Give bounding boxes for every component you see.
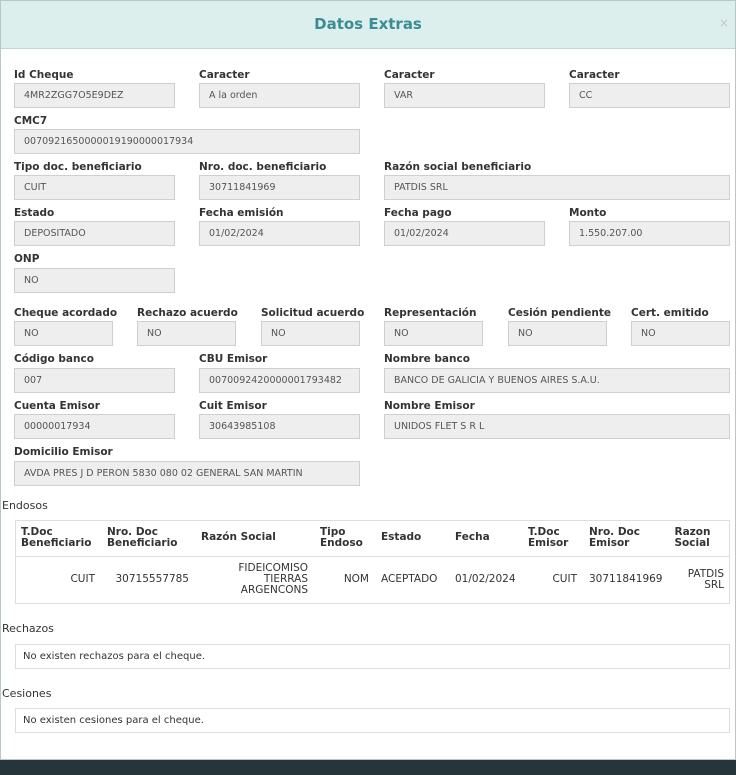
nro-doc-beneficiario-label: Nro. doc. beneficiario xyxy=(199,161,327,173)
codigo-banco-label: Código banco xyxy=(14,353,94,365)
col-nro-doc-emisor: Nro. Doc Emisor xyxy=(583,520,669,556)
cesiones-title: Cesiones xyxy=(2,687,52,700)
solicitud-acuerdo-field[interactable]: NO xyxy=(261,321,360,346)
cesion-pendiente-field[interactable]: NO xyxy=(508,321,607,346)
domicilio-emisor-field[interactable]: AVDA PRES J D PERON 5830 080 02 GENERAL SAN MARTIN xyxy=(14,461,360,486)
cuenta-emisor-label: Cuenta Emisor xyxy=(14,400,100,412)
cell-nro-doc-emisor: 30711841969 xyxy=(589,573,663,586)
fecha-emision-field[interactable]: 01/02/2024 xyxy=(199,221,360,246)
cell-razon-social-emisor: PATDIS SRL xyxy=(687,567,724,591)
col-nro-doc-beneficiario: Nro. Doc Beneficiario xyxy=(101,520,195,556)
bottom-bar xyxy=(0,760,736,775)
table-row xyxy=(15,556,730,603)
nombre-emisor-label: Nombre Emisor xyxy=(384,400,475,412)
nro-doc-beneficiario-field[interactable]: 30711841969 xyxy=(199,175,360,200)
fecha-emision-label: Fecha emisión xyxy=(199,207,284,219)
col-fecha: Fecha xyxy=(449,520,522,556)
caracter-label-2: Caracter xyxy=(384,69,435,81)
estado-label: Estado xyxy=(14,207,55,219)
razon-social-beneficiario-field[interactable]: PATDIS SRL xyxy=(384,175,730,200)
rechazo-acuerdo-label: Rechazo acuerdo xyxy=(137,307,238,319)
cuit-emisor-field[interactable]: 30643985108 xyxy=(199,414,360,439)
modal-title: Datos Extras xyxy=(314,15,422,33)
endosos-title: Endosos xyxy=(2,499,48,512)
cheque-acordado-field[interactable]: NO xyxy=(14,321,113,346)
col-razon-social: Razón Social xyxy=(195,520,314,556)
cesion-pendiente-label: Cesión pendiente xyxy=(508,307,611,319)
cell-estado: ACEPTADO xyxy=(381,573,438,586)
endosos-table xyxy=(15,520,730,603)
cmc7-field[interactable]: 0070921650000019190000017934 xyxy=(14,129,360,154)
tipo-doc-beneficiario-field[interactable]: CUIT xyxy=(14,175,175,200)
caracter-field-1[interactable]: A la orden xyxy=(199,83,360,108)
rechazo-acuerdo-field[interactable]: NO xyxy=(137,321,236,346)
caracter-label-3: Caracter xyxy=(569,69,620,81)
cell-tipo-endoso: NOM xyxy=(343,573,369,586)
modal-header xyxy=(1,1,735,49)
monto-field[interactable]: 1.550.207.00 xyxy=(569,221,730,246)
cesiones-message: No existen cesiones para el cheque. xyxy=(15,708,730,733)
estado-field[interactable]: DEPOSITADO xyxy=(14,221,175,246)
onp-field[interactable]: NO xyxy=(14,268,175,293)
cell-razon-social: FIDEICOMISO TIERRAS ARGENCONS xyxy=(238,562,308,597)
rechazos-title: Rechazos xyxy=(2,622,54,635)
cbu-emisor-label: CBU Emisor xyxy=(199,353,268,365)
cuenta-emisor-field[interactable]: 00000017934 xyxy=(14,414,175,439)
cheque-acordado-label: Cheque acordado xyxy=(14,307,118,319)
cbu-emisor-field[interactable]: 0070092420000001793482 xyxy=(199,368,360,393)
cell-tdoc-emisor: CUIT xyxy=(552,573,577,586)
fecha-pago-label: Fecha pago xyxy=(384,207,452,219)
cell-nro-doc-beneficiario: 30715557785 xyxy=(115,573,189,586)
solicitud-acuerdo-label: Solicitud acuerdo xyxy=(261,307,365,319)
id-cheque-label: Id Cheque xyxy=(14,69,74,81)
nombre-banco-field[interactable]: BANCO DE GALICIA Y BUENOS AIRES S.A.U. xyxy=(384,368,730,393)
caracter-field-3[interactable]: CC xyxy=(569,83,730,108)
rechazos-message: No existen rechazos para el cheque. xyxy=(15,644,730,669)
monto-label: Monto xyxy=(569,207,607,219)
representacion-field[interactable]: NO xyxy=(384,321,483,346)
col-razon-social-emisor: Razon Social xyxy=(669,520,731,556)
tipo-doc-beneficiario-label: Tipo doc. beneficiario xyxy=(14,161,142,173)
nombre-banco-label: Nombre banco xyxy=(384,353,470,365)
col-tdoc-beneficiario: T.Doc Beneficiario xyxy=(15,520,101,556)
razon-social-beneficiario-label: Razón social beneficiario xyxy=(384,161,532,173)
col-estado: Estado xyxy=(375,520,449,556)
caracter-label-1: Caracter xyxy=(199,69,250,81)
col-tdoc-emisor: T.Doc Emisor xyxy=(522,520,583,556)
col-tipo-endoso: Tipo Endoso xyxy=(314,520,375,556)
representacion-label: Representación xyxy=(384,307,477,319)
cert-emitido-label: Cert. emitido xyxy=(631,307,709,319)
domicilio-emisor-label: Domicilio Emisor xyxy=(14,446,113,458)
cert-emitido-field[interactable]: NO xyxy=(631,321,730,346)
cell-fecha: 01/02/2024 xyxy=(455,573,516,586)
cell-tdoc-beneficiario: CUIT xyxy=(70,573,95,586)
onp-label: ONP xyxy=(14,253,40,265)
codigo-banco-field[interactable]: 007 xyxy=(14,368,175,393)
caracter-field-2[interactable]: VAR xyxy=(384,83,545,108)
fecha-pago-field[interactable]: 01/02/2024 xyxy=(384,221,545,246)
cmc7-label: CMC7 xyxy=(14,115,48,127)
cuit-emisor-label: Cuit Emisor xyxy=(199,400,267,412)
close-icon[interactable]: × xyxy=(718,16,729,30)
id-cheque-field[interactable]: 4MR2ZGG7O5E9DEZ xyxy=(14,83,175,108)
nombre-emisor-field[interactable]: UNIDOS FLET S R L xyxy=(384,414,730,439)
